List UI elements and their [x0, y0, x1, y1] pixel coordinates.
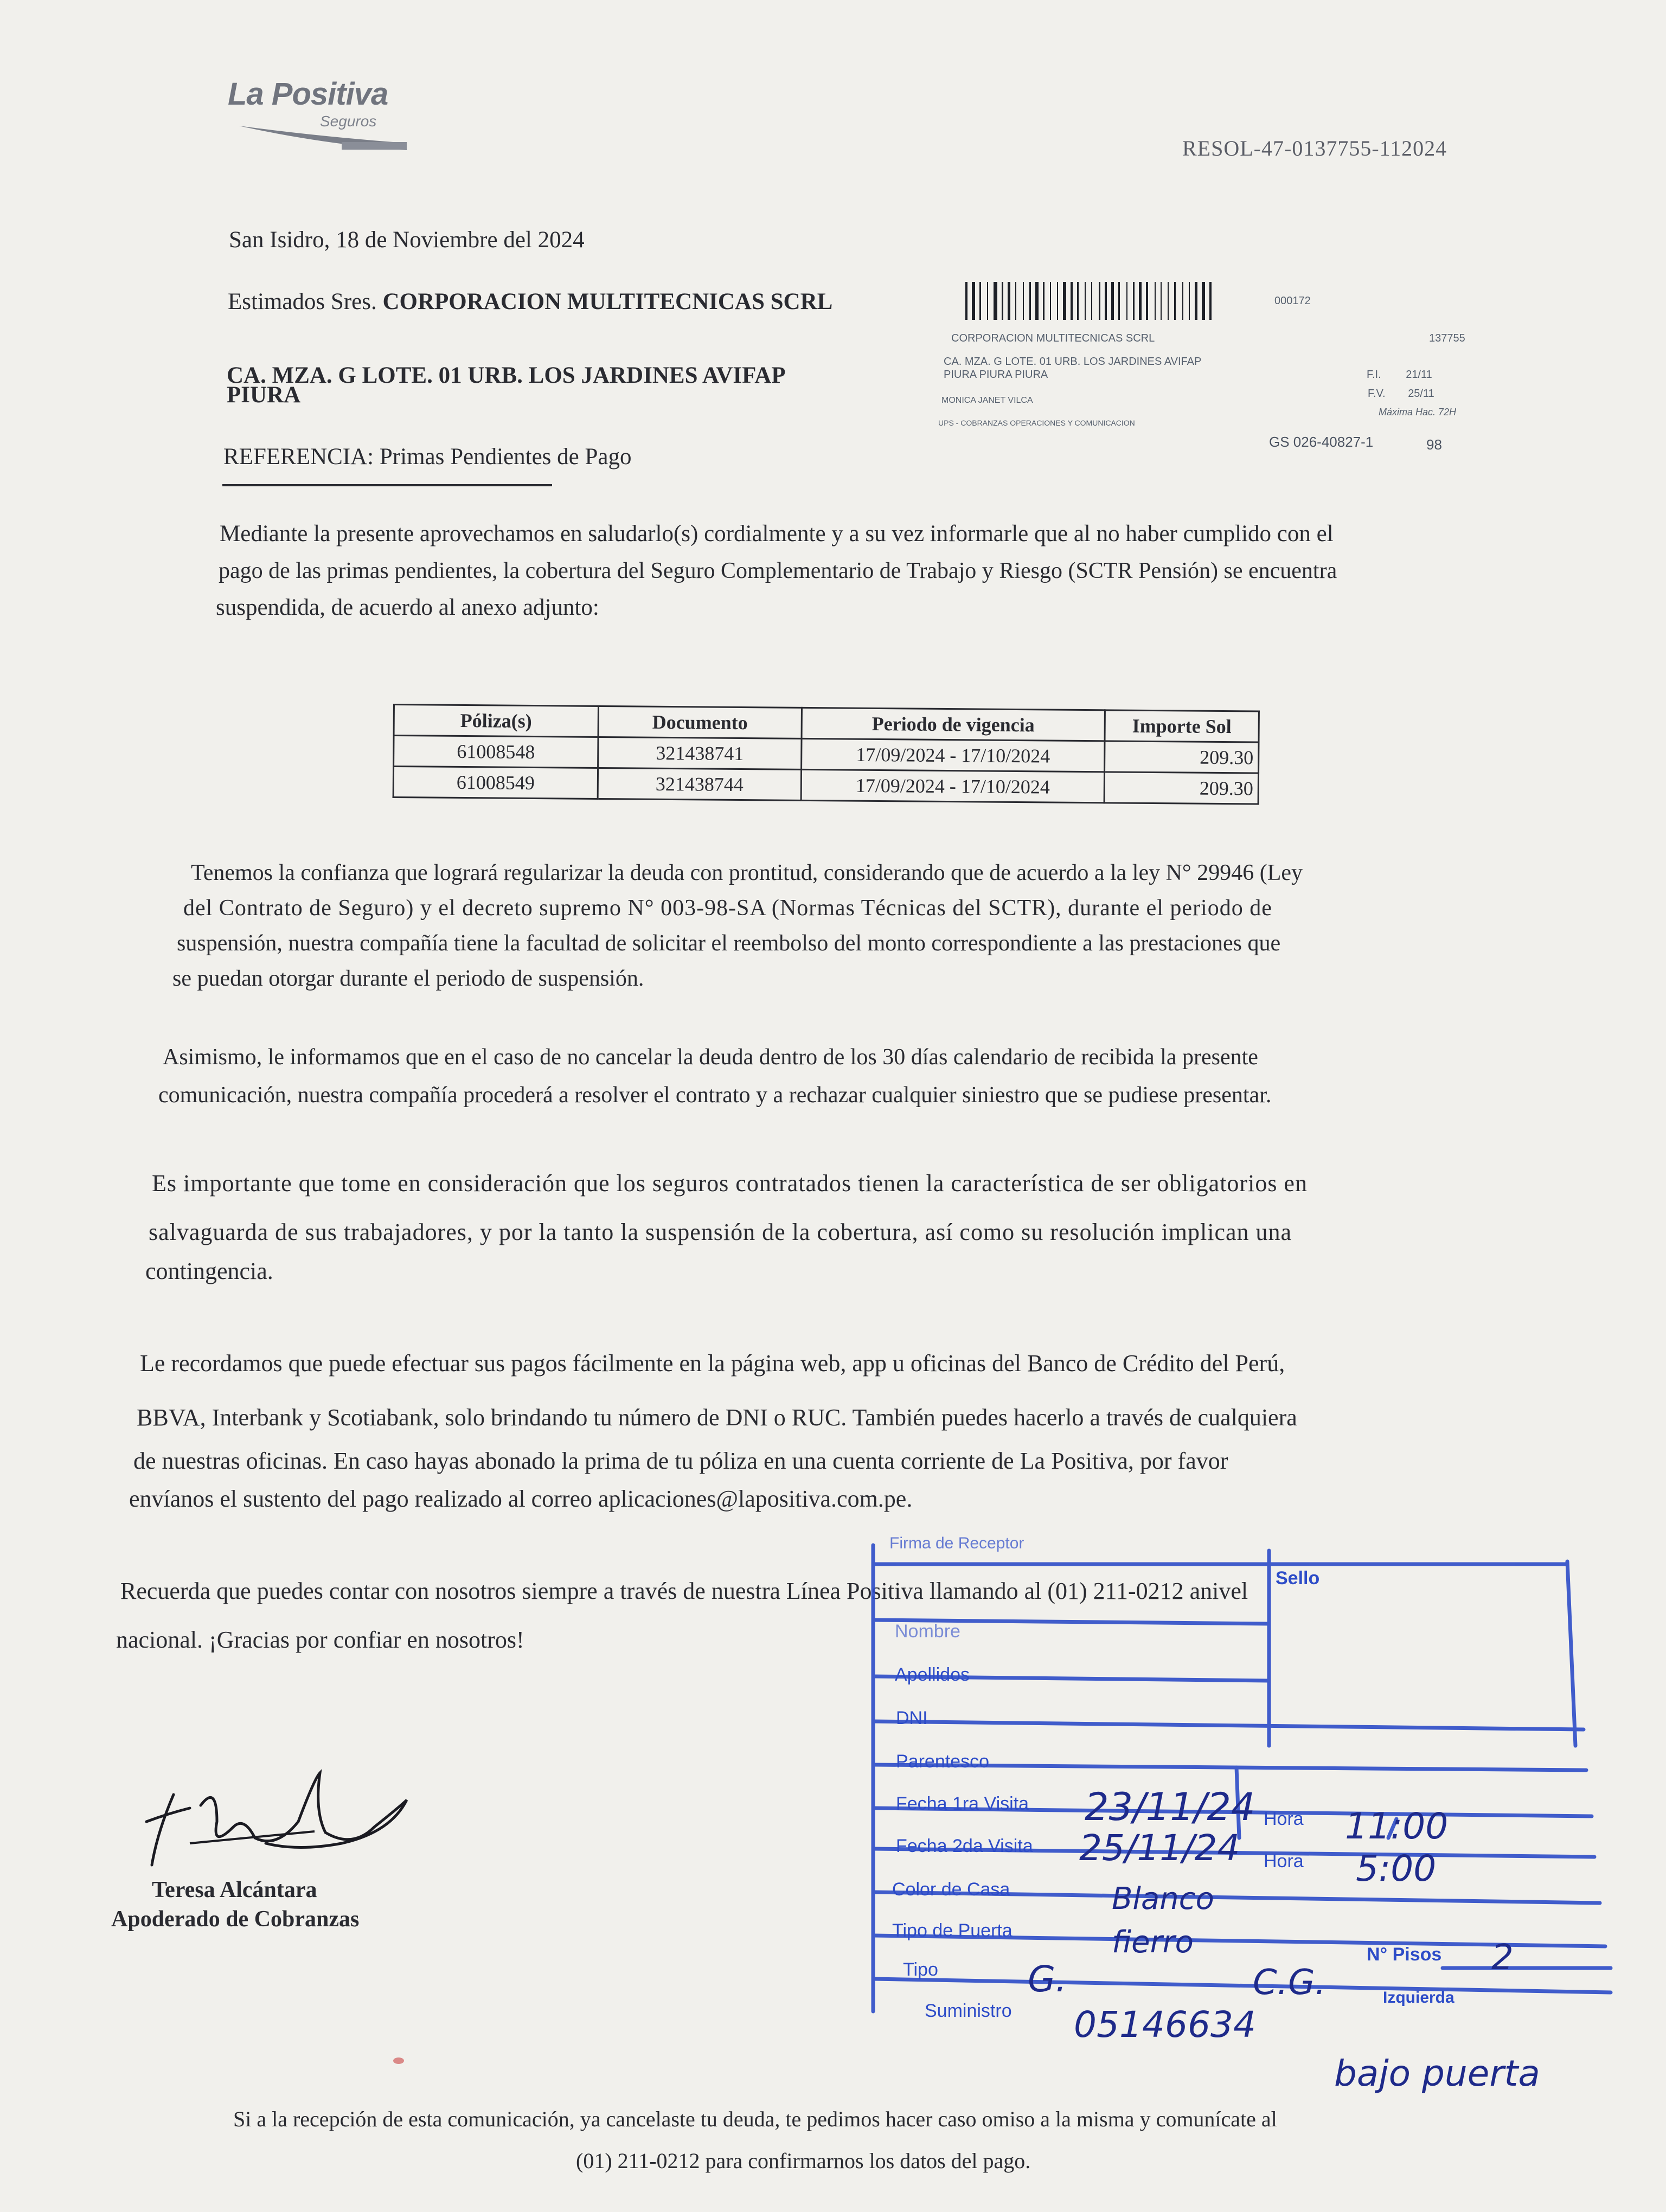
header-documento: Documento [598, 706, 802, 738]
company-name: CORPORACION MULTITECNICAS SCRL [382, 289, 833, 314]
reference-text: Primas Pendientes de Pago [379, 444, 632, 470]
stamp-suministro-label: Suministro [925, 2001, 1012, 2021]
stamp-hora1-label: Hora [1264, 1809, 1304, 1829]
label-guide: GS 026-40827-1 [1269, 434, 1374, 450]
header-poliza: Póliza(s) [394, 705, 598, 737]
para4-line-3: contingencia. [145, 1258, 273, 1284]
delivery-stamp [862, 1534, 1622, 2046]
stamp-fecha1-label: Fecha 1ra Visita [896, 1793, 1029, 1814]
cell-documento: 321438744 [598, 768, 801, 800]
header-periodo: Periodo de vigencia [802, 708, 1105, 741]
para2-line-3: suspensión, nuestra compañía tiene la facultad de solicitar el reembolso del monto correspondiente a las prestaciones que [177, 931, 1281, 956]
la-positiva-logo [228, 76, 407, 163]
hw-g1: G. [1028, 1958, 1067, 2000]
para2-line-2: del Contrato de Seguro) y el decreto supremo N° 003-98-SA (Normas Técnicas del SCTR), durante el periodo de [183, 896, 1272, 921]
policies-table [393, 704, 1260, 805]
para4-line-2: salvaguarda de sus trabajadores, y por la tanto la suspensión de la cobertura, así como su resolución implican una [149, 1219, 1292, 1245]
para3-line-2: comunicación, nuestra compañía procederá a resolver el contrato y a rechazar cualquier siniestro que se pudiese presentar. [158, 1083, 1272, 1108]
label-guide-num: 98 [1426, 436, 1442, 453]
address-line-1: CA. MZA. G LOTE. 01 URB. LOS JARDINES AVIFAP [227, 363, 786, 388]
footer-line-1: Si a la recepción de esta comunicación, ya cancelaste tu deuda, te pedimos hacer caso omiso a la misma y comunícate al [233, 2107, 1277, 2131]
barcode-icon [965, 282, 1264, 320]
label-fv [1368, 388, 1434, 400]
logo-name: La Positiva [228, 76, 388, 112]
cell-periodo: 17/09/2024 - 17/10/2024 [801, 769, 1104, 802]
para6-line-1: Recuerda que puedes contar con nosotros siempre a través de nuestra Línea Positiva llamando al (01) 211-0212 anivel [120, 1578, 1248, 1604]
hw-hora2: 5:00 [1356, 1848, 1437, 1889]
hw-g2: C.G. [1253, 1963, 1326, 2003]
footer-line-2: (01) 211-0212 para confirmarnos los datos del pago. [576, 2149, 1031, 2173]
greeting-line [228, 288, 832, 315]
label-fi-label: F.I. [1367, 369, 1381, 381]
hw-fecha1: 23/11/24 [1085, 1785, 1255, 1829]
stamp-color-label: Color de Casa [892, 1879, 1010, 1900]
stamp-izquierda-label: Izquierda [1383, 1989, 1454, 2007]
label-code-top: 000172 [1274, 295, 1311, 307]
label-contact: MONICA JANET VILCA [941, 396, 1033, 405]
hw-color: Blanco [1112, 1881, 1214, 1917]
stamp-nombre-label: Nombre [895, 1621, 960, 1642]
para2-line-4: se puedan otorgar durante el periodo de suspensión. [172, 966, 644, 991]
hw-note: bajo puerta [1334, 2053, 1540, 2094]
cell-poliza: 61008548 [394, 736, 598, 768]
address-line-2: PIURA [227, 382, 301, 408]
label-fi-value: 21/11 [1406, 369, 1432, 381]
date-line: San Isidro, 18 de Noviembre del 2024 [229, 227, 585, 253]
label-hours: Máxima Hac. 72H [1379, 407, 1457, 417]
intro-line-1: Mediante la presente aprovechamos en saludarlo(s) cordialmente y a su vez informarle que al no haber cumplido con el [220, 521, 1334, 546]
para4-line-1: Es importante que tome en consideración que los seguros contratados tienen la característica de ser obligatorios en [152, 1170, 1308, 1197]
cell-poliza: 61008549 [393, 767, 598, 799]
handwritten-signature [136, 1762, 418, 1870]
label-dept: UPS - COBRANZAS OPERACIONES Y COMUNICACION [938, 419, 1135, 427]
stamp-fecha2-label: Fecha 2da Visita [896, 1836, 1033, 1856]
table-row [393, 767, 1258, 805]
signer-role: Apoderado de Cobranzas [111, 1907, 360, 1932]
stamp-parentesco-label: Parentesco [896, 1751, 989, 1772]
stamp-tipo-sum-label: Tipo [903, 1959, 938, 1980]
stamp-apellidos-label: Apellidos [895, 1664, 970, 1685]
cell-documento: 321438741 [598, 737, 802, 769]
para5-line-1: Le recordamos que puede efectuar sus pagos fácilmente en la página web, app u oficinas del Banco de Crédito del Perú, [140, 1350, 1285, 1377]
red-ink-spot [393, 2057, 404, 2064]
para5-line-2: BBVA, Interbank y Scotiabank, solo brindando tu número de DNI o RUC. También puedes hacerlo a través de cualquiera [137, 1404, 1297, 1431]
greeting-prefix: Estimados Sres. [228, 289, 377, 314]
cell-periodo: 17/09/2024 - 17/10/2024 [802, 738, 1105, 771]
label-address-2: PIURA PIURA PIURA [944, 369, 1048, 381]
reference-label: REFERENCIA: [223, 444, 374, 470]
hw-pisos: 2 [1491, 1938, 1514, 1978]
cell-importe: 209.30 [1104, 772, 1258, 804]
para3-line-1: Asimismo, le informamos que en el caso de no cancelar la deuda dentro de los 30 días calendario de recibida la presente [163, 1045, 1258, 1070]
hw-fecha2: 25/11/24 [1079, 1827, 1240, 1869]
label-company: CORPORACION MULTITECNICAS SCRL [951, 332, 1155, 344]
label-address-1: CA. MZA. G LOTE. 01 URB. LOS JARDINES AVIFAP [944, 356, 1202, 368]
para5-line-3: de nuestras oficinas. En caso hayas abonado la prima de tu póliza en una cuenta corriente de La Positiva, por favor [133, 1448, 1228, 1474]
intro-line-3: suspendida, de acuerdo al anexo adjunto: [216, 595, 599, 620]
reference-line [223, 443, 631, 470]
hw-tipo-puerta: fierro [1112, 1925, 1194, 1960]
para6-line-2: nacional. ¡Gracias por confiar en nosotros! [116, 1626, 524, 1653]
label-fv-value: 25/11 [1408, 388, 1434, 400]
shipping-label [917, 271, 1465, 453]
stamp-dni-label: DNI [896, 1708, 928, 1728]
hw-hora1: 11:00 [1345, 1805, 1449, 1847]
logo-sub: Seguros [320, 113, 377, 130]
reference-underline [222, 484, 552, 486]
label-id-right: 137755 [1429, 332, 1465, 344]
intro-line-2: pago de las primas pendientes, la cobertura del Seguro Complementario de Trabajo y Riesgo (SCTR Pensión) se encuentra [219, 558, 1337, 583]
stamp-tipo-label: Tipo de Puerta [892, 1920, 1013, 1941]
hw-suministro: 05146634 [1074, 2004, 1256, 2046]
stamp-hora2-label: Hora [1264, 1851, 1304, 1872]
signer-name: Teresa Alcántara [152, 1877, 317, 1902]
cell-importe: 209.30 [1105, 741, 1259, 773]
header-importe: Importe Sol [1105, 710, 1259, 742]
stamp-sello-label: Sello [1276, 1568, 1320, 1589]
stamp-npisos-label: N° Pisos [1367, 1944, 1442, 1965]
logo-swoosh-icon [239, 120, 407, 153]
label-fv-label: F.V. [1368, 388, 1386, 400]
para2-line-1: Tenemos la confianza que logrará regularizar la deuda con prontitud, considerando que de acuerdo a la ley N° 29946 (Ley [191, 860, 1303, 885]
resolution-code: RESOL-47-0137755-112024 [1182, 136, 1447, 160]
para5-line-4: envíanos el sustento del pago realizado al correo aplicaciones@lapositiva.com.pe. [129, 1486, 913, 1512]
stamp-firma-label: Firma de Receptor [889, 1534, 1024, 1552]
label-fi [1367, 369, 1432, 381]
